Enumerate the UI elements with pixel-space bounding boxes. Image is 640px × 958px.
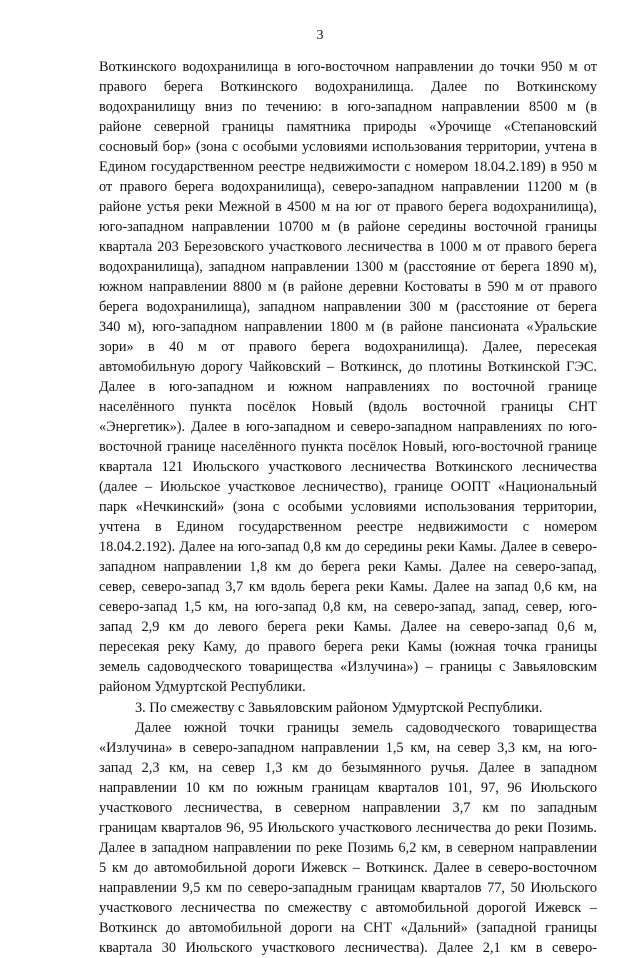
text-line: зори» в 40 м от правого берега водохранилища). Далее, пересекая: [99, 339, 597, 356]
text-line: 340 м), юго-западном направлении 1800 м (в районе пансионата «Уральские: [99, 319, 597, 336]
text-line: земель садоводческого товарищества «Излучина») – границы с Завьяловским: [99, 659, 597, 676]
document-body-text: [99, 57, 597, 958]
text-line: Далее в западном направлении по реке Позимь 6,2 км, в северном направлении: [99, 839, 597, 856]
text-line: запад 2,3 км, на север 1,3 км до безымянного ручья. Далее в западном: [99, 759, 597, 776]
text-line: сосновый бор» (зона с особыми условиями использования территории, учтена в: [99, 139, 597, 156]
text-line: границам кварталов 96, 95 Июльского участкового лесничества до реки Позимь.: [99, 819, 597, 836]
text-line: 5 км до автомобильной дороги Ижевск – Воткинск. Далее в северо-восточном: [99, 859, 597, 876]
text-line: районе устья реки Межной в 4500 м на юг от правого берега водохранилища),: [99, 199, 597, 216]
text-line: Далее в юго-западном и южном направлениях по восточной границе: [99, 379, 597, 396]
text-line: участкового лесничества, в северном направлении 3,7 км по западным: [99, 799, 597, 816]
text-line: берега водохранилища), западном направлении 300 м (расстояние от берега: [99, 299, 597, 316]
text-line: водохранилищу вниз по течению: в юго-западном направлении 8500 м (в: [99, 99, 597, 116]
text-line: от правого берега водохранилища), северо-западном направлении 11200 м (в: [99, 179, 597, 196]
text-line: (далее – Июльское участковое лесничество), границе ООПТ «Национальный: [99, 479, 597, 496]
text-line: направлении 10 км по южным границам кварталов 101, 97, 96 Июльского: [99, 779, 597, 796]
text-line: Воткинского водохранилища в юго-восточном направлении до точки 950 м от: [99, 59, 597, 75]
text-line: автомобильную дорогу Чайковский – Воткинск, до плотины Воткинской ГЭС.: [99, 359, 597, 376]
text-line: населённого пункта посёлок Новый (вдоль восточной границы СНТ: [99, 399, 597, 416]
text-line: «Излучина» в северо-западном направлении 1,5 км, на север 3,3 км, на юго-: [99, 739, 597, 756]
text-line: юго-западном направлении 10700 м (в районе середины восточной границы: [99, 219, 597, 236]
text-line: парк «Нечкинский» (зона с особыми условиями использования территории,: [99, 499, 597, 516]
text-line: районе северной границы памятника природы «Урочище «Степановский: [99, 119, 597, 136]
page-number: 3: [316, 28, 324, 43]
text-line: Далее южной точки границы земель садоводческого товарищества: [135, 719, 597, 736]
text-line: север, северо-запад 3,7 км вдоль берега реки Камы. Далее на запад 0,6 км, на: [99, 579, 597, 596]
text-line: восточной границе населённого пункта посёлок Новый, юго-восточной границе: [99, 439, 597, 456]
text-line: южном направлении 8800 м (в районе деревни Костоваты в 590 м от правого: [99, 279, 597, 296]
text-line: Едином государственном реестре недвижимости с номером 18.04.2.189) в 950 м: [99, 159, 597, 176]
text-line: квартала 30 Июльского участкового лесничества). Далее 2,1 км в северо-: [99, 939, 597, 956]
text-line: районом Удмуртской Республики.: [99, 679, 306, 696]
text-line: запад 2,9 км до левого берега реки Камы. Далее на северо-запад 0,6 м,: [99, 619, 597, 636]
text-line: 18.04.2.192). Далее на юго-запад 0,8 км до середины реки Камы. Далее в северо-: [99, 539, 597, 556]
text-line: пересекая реку Каму, до правого берега реки Камы (южная точка границы: [99, 639, 597, 656]
text-line: квартала 121 Июльского участкового лесничества Воткинского лесничества: [99, 459, 597, 476]
text-line: учтена в Едином государственном реестре недвижимости с номером: [99, 519, 597, 536]
text-line: Воткинск до автомобильной дороги на СНТ «Дальний» (западной границы: [99, 919, 597, 936]
text-line: правого берега Воткинского водохранилища. Далее по Воткинскому: [99, 79, 597, 96]
text-line: 3. По смежеству с Завьяловским районом Удмуртской Республики.: [135, 699, 543, 716]
text-line: участкового лесничества по смежеству с автомобильной дорогой Ижевск –: [99, 899, 597, 916]
text-line: «Энергетик»). Далее в юго-западном и северо-западном направлениях по юго-: [99, 419, 597, 436]
text-line: западном направлении 1,8 км до берега реки Камы. Далее на северо-запад,: [99, 559, 597, 576]
text-line: направлении 9,5 км по северо-западным границам кварталов 77, 50 Июльского: [99, 879, 597, 896]
text-line: северо-запад 1,5 км, на юго-запад 0,8 км, на северо-запад, запад, север, юго-: [99, 599, 597, 616]
text-line: водохранилища), западном направлении 1300 м (расстояние от берега 1890 м),: [99, 259, 597, 276]
text-line: квартала 203 Березовского участкового лесничества в 1000 м от правого берега: [99, 239, 597, 256]
